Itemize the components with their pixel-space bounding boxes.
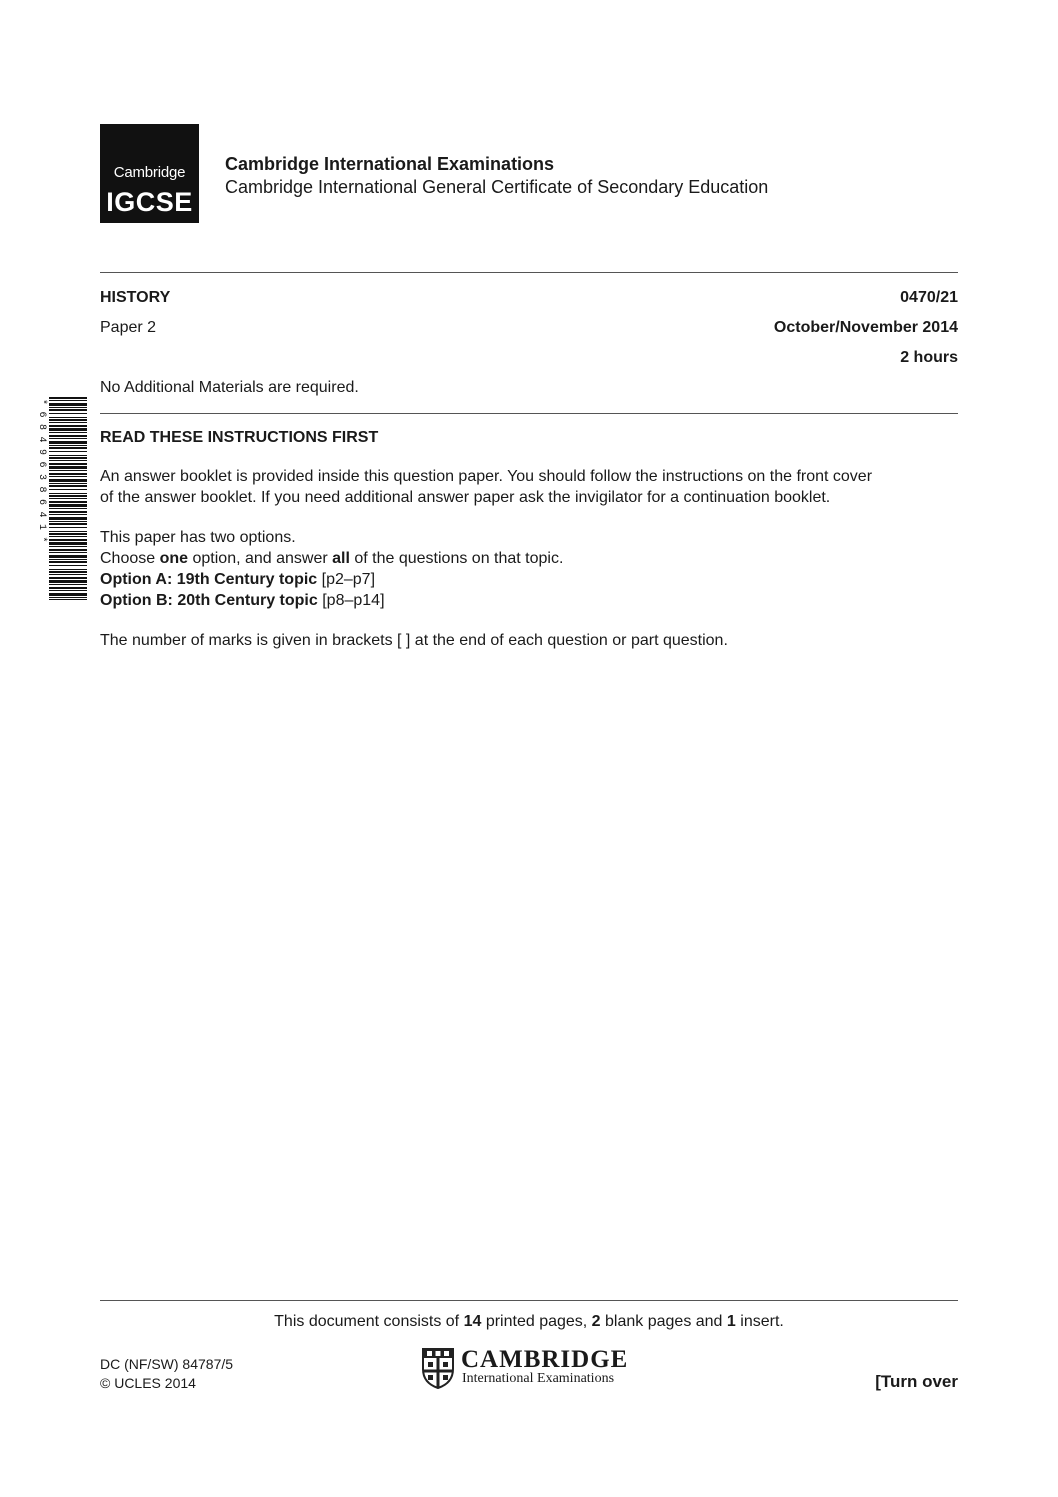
- barcode-bar: [49, 460, 87, 461]
- instructions-heading: READ THESE INSTRUCTIONS FIRST: [100, 429, 379, 446]
- count-text-printed: printed pages,: [481, 1313, 592, 1330]
- barcode-bar: [49, 479, 87, 482]
- option-a-pages: [p2–p7]: [317, 571, 376, 588]
- count-text-insert: insert.: [735, 1313, 784, 1330]
- option-b-pages: [p8–p14]: [317, 592, 385, 609]
- logo-small-text: Cambridge: [113, 164, 186, 181]
- barcode-bar: [49, 466, 87, 469]
- exam-session: October/November 2014: [773, 319, 958, 336]
- candidate-barcode: [35, 397, 87, 600]
- barcode-bar: [49, 495, 87, 497]
- barcode-bar: [49, 552, 87, 553]
- barcode-bar: [49, 407, 87, 408]
- barcode-bar: [49, 501, 87, 503]
- barcode-bar: [49, 555, 87, 558]
- count-text-pre: This document consists of: [274, 1313, 464, 1330]
- barcode-bar: [49, 417, 87, 418]
- count-text-blank: blank pages and: [600, 1313, 727, 1330]
- cambridge-crest-icon: [421, 1347, 455, 1389]
- blank-page-count: 2: [591, 1313, 601, 1330]
- barcode-bar: [49, 587, 87, 589]
- logo-big-text: IGCSE: [106, 187, 193, 217]
- options-block: [100, 527, 960, 611]
- barcode-bar: [49, 523, 87, 525]
- barcode-bar: [49, 521, 87, 522]
- barcode-bar: [49, 447, 87, 449]
- barcode-bar: [49, 561, 87, 563]
- insert-count: 1: [726, 1313, 736, 1330]
- barcode-bar: [49, 517, 87, 520]
- barcode-bar: [49, 432, 87, 433]
- subject-title: HISTORY: [100, 289, 171, 306]
- barcode-bar: [49, 455, 87, 456]
- cambridge-igcse-logo: [100, 124, 199, 223]
- choose-all: all: [332, 550, 350, 567]
- options-intro: This paper has two options.: [100, 529, 296, 546]
- cambridge-wordmark: CAMBRIDGE: [461, 1346, 629, 1373]
- barcode-bar: [49, 531, 87, 532]
- materials-note: No Additional Materials are required.: [100, 379, 359, 396]
- choose-text-mid: option, and answer: [188, 550, 333, 567]
- barcode-bar: [49, 441, 87, 444]
- barcode-bar: [49, 476, 87, 477]
- barcode-bar: [49, 597, 87, 598]
- barcode-bar: [49, 428, 87, 431]
- barcode-bar: [49, 451, 87, 452]
- barcode-number: *6849638641*: [36, 399, 47, 550]
- barcode-bar: [49, 409, 87, 411]
- document-reference: DC (NF/SW) 84787/5: [100, 1356, 234, 1372]
- barcode-bar: [49, 422, 87, 423]
- barcode-bar: [49, 403, 87, 406]
- booklet-instructions-line-2: of the answer booklet. If you need additional answer paper ask the invigilator for a continuation booklet.: [100, 489, 831, 506]
- marks-note-text: The number of marks is given in brackets [ ] at the end of each question or part question.: [100, 632, 728, 649]
- barcode-bar: [49, 413, 87, 414]
- barcode-bar: [49, 457, 87, 459]
- option-b: [100, 590, 960, 611]
- barcode-bar: [49, 527, 87, 528]
- barcode-bar: [49, 533, 87, 535]
- barcode-bar: [49, 514, 87, 515]
- barcode-bar: [49, 473, 87, 475]
- barcode-bar: [49, 571, 87, 573]
- booklet-instructions: [100, 466, 960, 508]
- barcode-bar: [49, 590, 87, 591]
- barcode-bar: [49, 559, 87, 560]
- choose-line: [100, 548, 960, 569]
- barcode-bar: [49, 536, 87, 537]
- barcode-bar: [49, 569, 87, 570]
- paper-label: Paper 2: [100, 319, 157, 336]
- barcode-bar: [49, 397, 87, 399]
- barcode-bar: [49, 504, 87, 507]
- barcode-bar: [49, 577, 87, 579]
- barcode-bar: [49, 599, 87, 600]
- choose-text-pre: Choose: [100, 550, 160, 567]
- barcode-bar: [49, 593, 87, 596]
- organisation-subtitle: Cambridge International General Certificate of Secondary Education: [225, 177, 769, 197]
- barcode-bar: [49, 419, 87, 421]
- barcode-bar: [49, 489, 87, 490]
- barcode-bar: [49, 508, 87, 509]
- barcode-bar: [49, 435, 87, 437]
- barcode-bar: [49, 400, 87, 401]
- barcode-bar: [49, 498, 87, 499]
- footer-divider: [100, 1300, 958, 1301]
- turn-over-label: [Turn over: [875, 1372, 958, 1391]
- barcode-bar: [49, 485, 87, 487]
- barcode-bar: [49, 542, 87, 545]
- barcode-bar: [49, 549, 87, 551]
- instructions-divider: [100, 413, 958, 414]
- barcode-bar: [49, 546, 87, 547]
- barcode-bar: [49, 463, 87, 465]
- barcode-bar: [49, 565, 87, 566]
- option-b-label: Option B: 20th Century topic: [100, 592, 318, 609]
- barcode-bar: [49, 539, 87, 541]
- printed-page-count: 14: [463, 1313, 482, 1330]
- barcode-bar: [49, 511, 87, 513]
- barcode-bar: [49, 580, 87, 583]
- booklet-instructions-line-1: An answer booklet is provided inside this question paper. You should follow the instructions on the front cover: [100, 468, 873, 485]
- organisation-name: Cambridge International Examinations: [225, 154, 555, 174]
- barcode-bar: [49, 493, 87, 494]
- exam-duration: 2 hours: [900, 349, 958, 366]
- barcode-bar: [49, 470, 87, 471]
- header-divider: [100, 272, 958, 273]
- cambridge-wordmark-subtitle: International Examinations: [462, 1371, 615, 1386]
- barcode-bar: [49, 483, 87, 484]
- copyright-notice: © UCLES 2014: [100, 1375, 196, 1391]
- marks-note: [100, 630, 960, 651]
- barcode-bar: [49, 438, 87, 439]
- choose-one: one: [159, 550, 189, 567]
- paper-code: 0470/21: [900, 289, 958, 306]
- option-a-label: Option A: 19th Century topic: [100, 571, 318, 588]
- barcode-bar: [49, 445, 87, 446]
- page-count-statement: [100, 1313, 958, 1331]
- barcode-bar: [49, 584, 87, 585]
- choose-text-post: of the questions on that topic.: [349, 550, 564, 567]
- option-a: [100, 569, 960, 590]
- barcode-bar: [49, 425, 87, 427]
- barcode-bar: [49, 574, 87, 575]
